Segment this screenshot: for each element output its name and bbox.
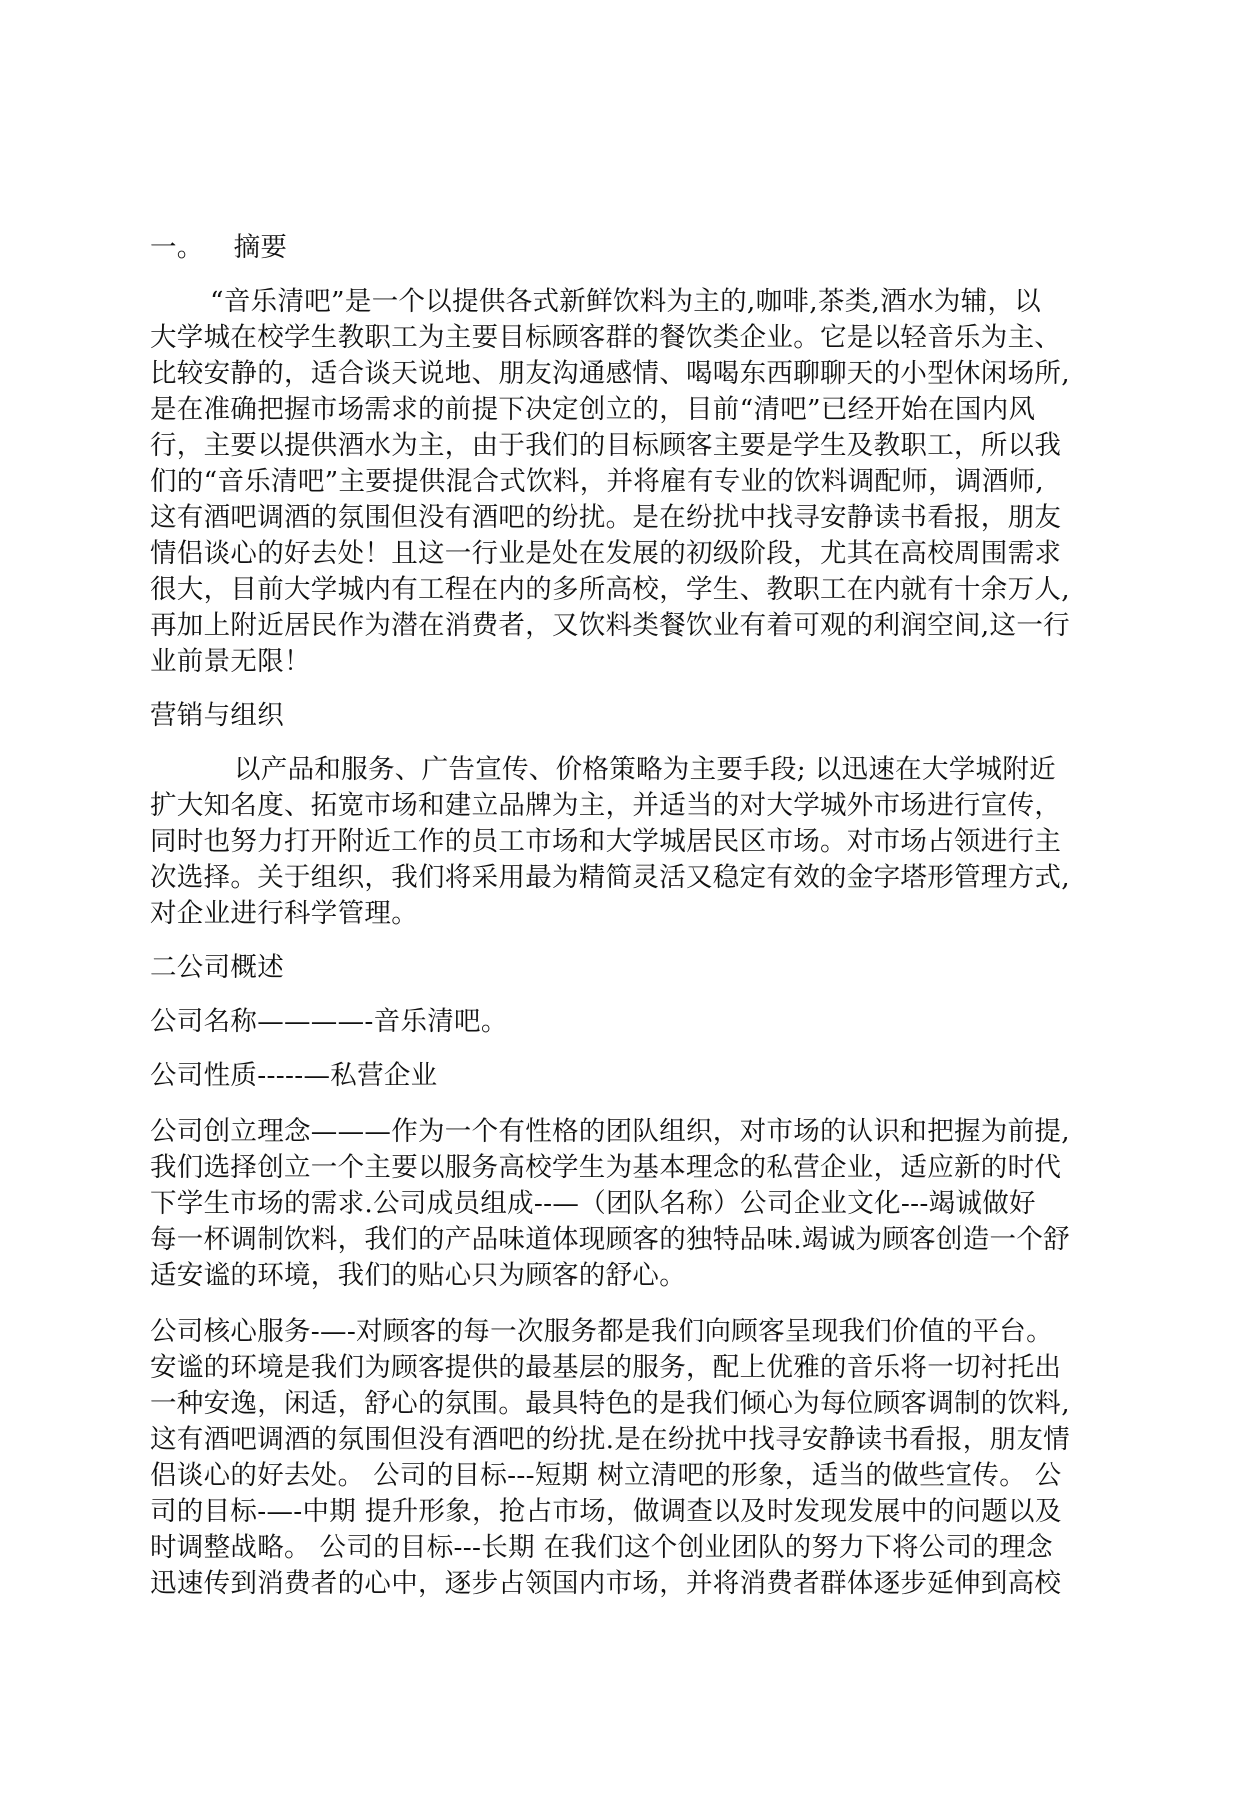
company-name-line: 公司名称————-音乐清吧。 xyxy=(150,1006,508,1037)
philosophy-paragraph xyxy=(150,1114,1140,1294)
philosophy-line: 每一杯调制饮料，我们的产品味道体现顾客的独特品味.竭诚为顾客创造一个舒 xyxy=(150,1224,1070,1255)
document-page xyxy=(150,230,1140,1602)
marketing-line: 扩大知名度、拓宽市场和建立品牌为主，并适当的对大学城外市场进行宣传， xyxy=(150,790,1062,821)
abstract-line: 们的“音乐清吧”主要提供混合式饮料，并将雇有专业的饮料调配师，调酒师, xyxy=(150,466,1045,497)
core-service-line: 侣谈心的好去处。 公司的目标---短期 树立清吧的形象，适当的做些宣传。 公 xyxy=(150,1460,1062,1491)
abstract-line: 是在准确把握市场需求的前提下决定创立的，目前“清吧”已经开始在国内风 xyxy=(150,394,1036,425)
core-service-line: 迅速传到消费者的心中，逐步占领国内市场，并将消费者群体逐步延伸到高校 xyxy=(150,1568,1062,1599)
abstract-line: 情侣谈心的好去处！且这一行业是处在发展的初级阶段，尤其在高校周围需求 xyxy=(150,538,1062,569)
abstract-line: “音乐清吧”是一个以提供各式新鲜饮料为主的,咖啡,茶类,酒水为辅，以 xyxy=(210,286,1042,317)
marketing-line: 以产品和服务、广告宣传、价格策略为主要手段; 以迅速在大学城附近 xyxy=(234,754,1056,785)
marketing-paragraph xyxy=(150,752,1140,932)
core-service-line: 这有酒吧调酒的氛围但没有酒吧的纷扰.是在纷扰中找寻安静读书看报，朋友情 xyxy=(150,1424,1070,1455)
core-service-line: 安谧的环境是我们为顾客提供的最基层的服务，配上优雅的音乐将一切衬托出 xyxy=(150,1352,1062,1383)
company-nature-line: 公司性质-----—私营企业 xyxy=(150,1060,438,1091)
abstract-heading-title: 摘要 xyxy=(233,232,288,263)
marketing-line: 对企业进行科学管理。 xyxy=(150,898,418,929)
abstract-line: 比较安静的，适合谈天说地、朋友沟通感情、喝喝东西聊聊天的小型休闲场所, xyxy=(150,358,1070,389)
overview-heading: 二公司概述 xyxy=(150,952,284,983)
abstract-heading-number: 一。 xyxy=(150,232,204,263)
core-service-line: 一种安逸，闲适，舒心的氛围。最具特色的是我们倾心为每位顾客调制的饮料, xyxy=(150,1388,1070,1419)
abstract-heading xyxy=(150,230,1140,266)
core-service-line: 公司核心服务-—-对顾客的每一次服务都是我们向顾客呈现我们价值的平台。 xyxy=(150,1316,1053,1347)
abstract-paragraph xyxy=(150,284,1140,680)
philosophy-line: 我们选择创立一个主要以服务高校学生为基本理念的私营企业，适应新的时代 xyxy=(150,1152,1062,1183)
marketing-line: 同时也努力打开附近工作的员工市场和大学城居民区市场。对市场占领进行主 xyxy=(150,826,1062,857)
core-service-line: 司的目标-—-中期 提升形象，抢占市场，做调查以及时发现发展中的问题以及 xyxy=(150,1496,1062,1527)
marketing-line: 次选择。关于组织，我们将采用最为精简灵活又稳定有效的金字塔形管理方式, xyxy=(150,862,1070,893)
abstract-line: 大学城在校学生教职工为主要目标顾客群的餐饮类企业。它是以轻音乐为主、 xyxy=(150,322,1062,353)
philosophy-line: 下学生市场的需求.公司成员组成--—（团队名称）公司企业文化---竭诚做好 xyxy=(150,1188,1036,1219)
abstract-line: 这有酒吧调酒的氛围但没有酒吧的纷扰。是在纷扰中找寻安静读书看报，朋友 xyxy=(150,502,1062,533)
core-service-line: 时调整战略。 公司的目标---长期 在我们这个创业团队的努力下将公司的理念 xyxy=(150,1532,1053,1563)
marketing-heading: 营销与组织 xyxy=(150,700,284,731)
philosophy-line: 适安谧的环境，我们的贴心只为顾客的舒心。 xyxy=(150,1260,686,1291)
abstract-line: 再加上附近居民作为潜在消费者，又饮料类餐饮业有着可观的利润空间,这一行 xyxy=(150,610,1070,641)
abstract-line: 业前景无限！ xyxy=(150,646,311,677)
philosophy-line: 公司创立理念———作为一个有性格的团队组织，对市场的认识和把握为前提, xyxy=(150,1116,1070,1147)
abstract-line: 行，主要以提供酒水为主，由于我们的目标顾客主要是学生及教职工，所以我 xyxy=(150,430,1062,461)
core-service-paragraph xyxy=(150,1314,1140,1602)
abstract-line: 很大，目前大学城内有工程在内的多所高校，学生、教职工在内就有十余万人, xyxy=(150,574,1070,605)
